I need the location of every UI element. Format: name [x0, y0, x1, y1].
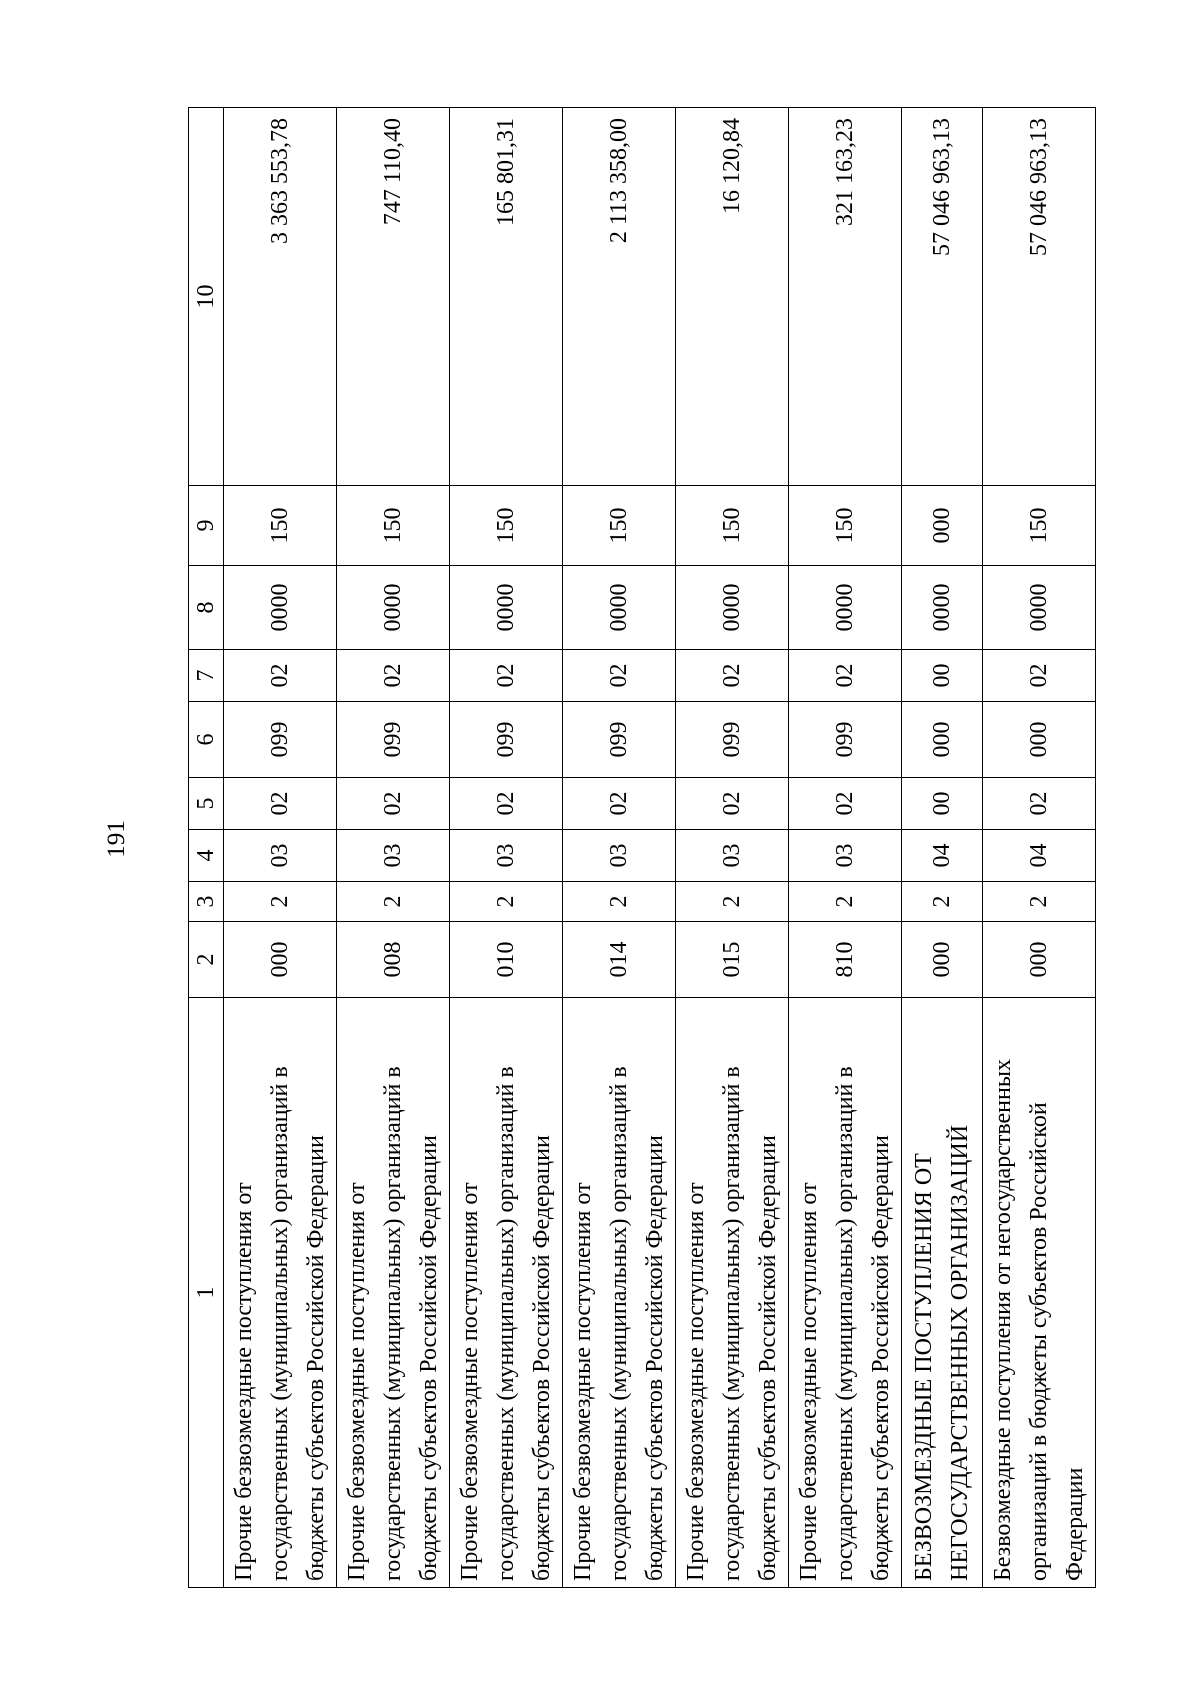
code-admin: 008	[337, 922, 450, 998]
code-group: 2	[563, 882, 676, 922]
row-amount: 57 046 963,13	[983, 108, 1096, 486]
row-description: Безвозмездные поступления от негосударственных организаций в бюджеты субъектов Российской Федерации	[983, 998, 1096, 1588]
code-admin: 015	[676, 922, 789, 998]
table-row	[337, 108, 450, 1588]
row-description: Прочие безвозмездные поступления от государственных (муниципальных) организаций в бюджеты субъектов Российской Федерации	[789, 998, 902, 1588]
code-program: 0000	[983, 566, 1096, 650]
header-cell: 8	[189, 566, 224, 650]
header-cell: 4	[189, 830, 224, 882]
row-amount: 321 163,23	[789, 108, 902, 486]
code-article: 02	[563, 778, 676, 830]
code-subgroup: 04	[983, 830, 1096, 882]
code-element: 02	[224, 650, 337, 702]
code-subarticle: 099	[789, 702, 902, 778]
code-element: 02	[789, 650, 902, 702]
code-program: 0000	[789, 566, 902, 650]
code-group: 2	[224, 882, 337, 922]
header-cell: 9	[189, 486, 224, 566]
code-admin: 010	[450, 922, 563, 998]
code-economic: 150	[676, 486, 789, 566]
code-economic: 000	[902, 486, 983, 566]
code-element: 00	[902, 650, 983, 702]
budget-revenue-table	[188, 107, 1096, 1588]
row-amount: 747 110,40	[337, 108, 450, 486]
code-economic: 150	[983, 486, 1096, 566]
code-subarticle: 000	[902, 702, 983, 778]
header-cell: 5	[189, 778, 224, 830]
row-amount: 3 363 553,78	[224, 108, 337, 486]
header-row	[189, 108, 224, 1588]
code-article: 02	[450, 778, 563, 830]
code-economic: 150	[563, 486, 676, 566]
table-row	[224, 108, 337, 1588]
code-article: 00	[902, 778, 983, 830]
row-description: Прочие безвозмездные поступления от государственных (муниципальных) организаций в бюджеты субъектов Российской Федерации	[224, 998, 337, 1588]
code-admin: 000	[902, 922, 983, 998]
code-element: 02	[676, 650, 789, 702]
code-group: 2	[337, 882, 450, 922]
header-cell: 2	[189, 922, 224, 998]
page-number: 191	[103, 820, 130, 858]
table-row	[789, 108, 902, 1588]
code-element: 02	[983, 650, 1096, 702]
code-program: 0000	[337, 566, 450, 650]
code-program: 0000	[563, 566, 676, 650]
table-row	[676, 108, 789, 1588]
header-cell: 3	[189, 882, 224, 922]
code-admin: 810	[789, 922, 902, 998]
code-admin: 014	[563, 922, 676, 998]
row-description: БЕЗВОЗМЕЗДНЫЕ ПОСТУПЛЕНИЯ ОТ НЕГОСУДАРСТВЕННЫХ ОРГАНИЗАЦИЙ	[902, 998, 983, 1588]
code-group: 2	[902, 882, 983, 922]
table-row	[983, 108, 1096, 1588]
code-article: 02	[224, 778, 337, 830]
code-group: 2	[789, 882, 902, 922]
code-program: 0000	[224, 566, 337, 650]
code-element: 02	[337, 650, 450, 702]
code-subarticle: 099	[224, 702, 337, 778]
row-amount: 57 046 963,13	[902, 108, 983, 486]
code-article: 02	[789, 778, 902, 830]
code-subgroup: 03	[337, 830, 450, 882]
code-economic: 150	[789, 486, 902, 566]
row-description: Прочие безвозмездные поступления от государственных (муниципальных) организаций в бюджеты субъектов Российской Федерации	[450, 998, 563, 1588]
header-cell: 1	[189, 998, 224, 1588]
code-program: 0000	[676, 566, 789, 650]
code-admin: 000	[983, 922, 1096, 998]
table-row	[563, 108, 676, 1588]
row-description: Прочие безвозмездные поступления от государственных (муниципальных) организаций в бюджеты субъектов Российской Федерации	[676, 998, 789, 1588]
code-subarticle: 000	[983, 702, 1096, 778]
row-amount: 16 120,84	[676, 108, 789, 486]
row-amount: 2 113 358,00	[563, 108, 676, 486]
code-admin: 000	[224, 922, 337, 998]
code-subgroup: 03	[676, 830, 789, 882]
code-economic: 150	[224, 486, 337, 566]
header-cell: 10	[189, 108, 224, 486]
code-program: 0000	[902, 566, 983, 650]
row-description: Прочие безвозмездные поступления от государственных (муниципальных) организаций в бюджеты субъектов Российской Федерации	[337, 998, 450, 1588]
code-article: 02	[676, 778, 789, 830]
header-cell: 6	[189, 702, 224, 778]
code-group: 2	[450, 882, 563, 922]
code-subarticle: 099	[337, 702, 450, 778]
code-subgroup: 04	[902, 830, 983, 882]
code-element: 02	[450, 650, 563, 702]
code-subarticle: 099	[563, 702, 676, 778]
table-row	[450, 108, 563, 1588]
code-subgroup: 03	[450, 830, 563, 882]
code-group: 2	[983, 882, 1096, 922]
code-subarticle: 099	[676, 702, 789, 778]
code-program: 0000	[450, 566, 563, 650]
code-subarticle: 099	[450, 702, 563, 778]
code-economic: 150	[450, 486, 563, 566]
code-article: 02	[983, 778, 1096, 830]
code-article: 02	[337, 778, 450, 830]
code-element: 02	[563, 650, 676, 702]
row-description: Прочие безвозмездные поступления от государственных (муниципальных) организаций в бюджеты субъектов Российской Федерации	[563, 998, 676, 1588]
rotated-table-container	[188, 108, 1088, 1588]
table-row	[902, 108, 983, 1588]
code-economic: 150	[337, 486, 450, 566]
code-subgroup: 03	[789, 830, 902, 882]
code-subgroup: 03	[224, 830, 337, 882]
row-amount: 165 801,31	[450, 108, 563, 486]
code-subgroup: 03	[563, 830, 676, 882]
header-cell: 7	[189, 650, 224, 702]
code-group: 2	[676, 882, 789, 922]
